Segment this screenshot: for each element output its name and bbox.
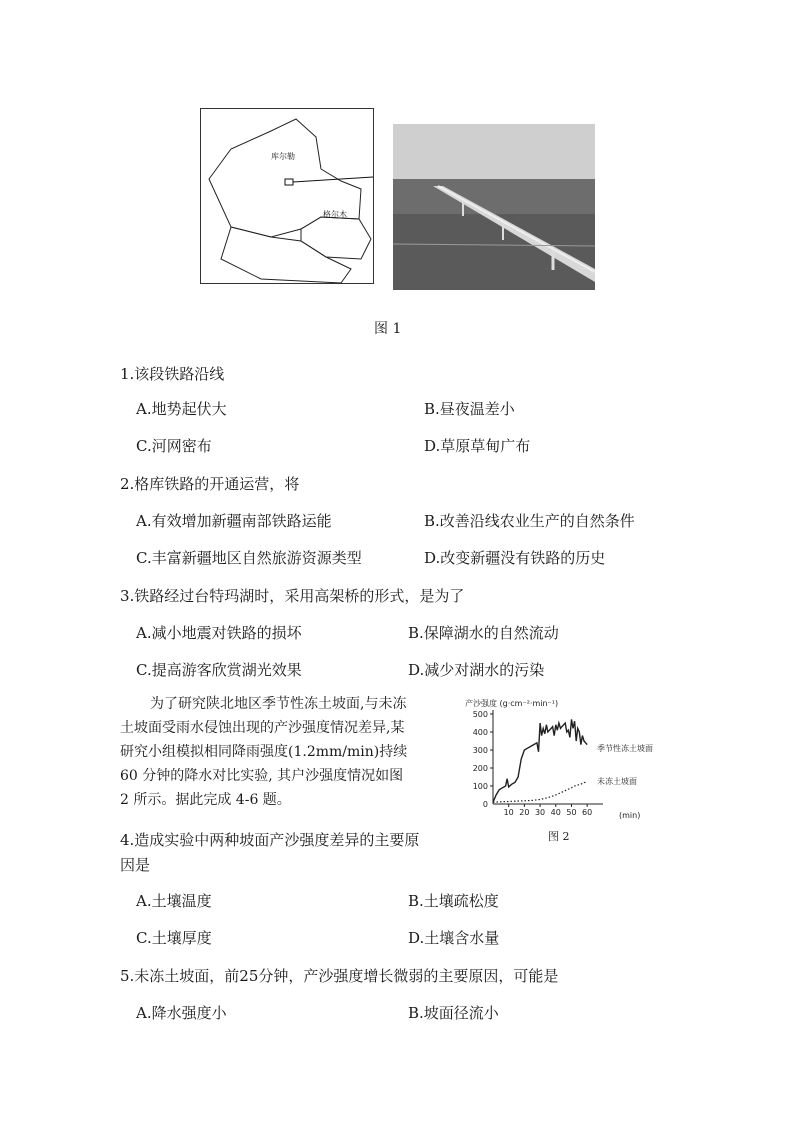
figure-2 [455,696,653,836]
y-tick-label: 200 [472,764,488,773]
y-tick-label: 400 [472,728,488,737]
y-tick-label: 100 [472,782,488,791]
q2-option-a[interactable]: A.有效增加新疆南部铁路运能 [136,512,332,530]
x-tick-label: 10 [503,808,514,817]
x-tick-label: 20 [519,808,530,817]
q4-option-a[interactable]: A.土壤温度 [136,892,212,910]
x-axis-label: (min) [619,811,641,820]
q1-option-b[interactable]: B.昼夜温差小 [424,400,515,418]
y-tick-label: 300 [472,746,488,755]
x-tick-label: 30 [534,808,546,817]
passage-line-4: 60 分钟的降水对比实验, 其户沙强度情况如图 [120,768,404,784]
legend-unfrozen: 未冻土坡面 [597,777,637,786]
x-tick-label: 40 [550,808,561,817]
q4-option-d[interactable]: D.土壤含水量 [408,929,500,947]
x-tick-label: 60 [582,808,593,817]
series-unfrozen-line [493,782,587,802]
y-tick-label: 500 [472,710,488,719]
sediment-yield-chart [455,696,653,836]
q5-option-b[interactable]: B.坡面径流小 [408,1004,499,1022]
y-tick-label: 0 [482,800,488,809]
question-2-stem: 2.格库铁路的开通运营，将 [120,475,300,493]
question-4-stem-line-2: 因是 [120,856,151,874]
q2-option-b[interactable]: B.改善沿线农业生产的自然条件 [424,512,635,530]
x-tick-label: 50 [566,808,577,817]
figure-1 [200,108,595,290]
q2-option-d[interactable]: D.改变新疆没有铁路的历史 [424,549,606,567]
passage-line-3: 研究小组模拟相同降雨强度(1.2mm/min)持续 [120,744,408,760]
map-frame [200,108,374,284]
passage-line-5: 2 所示。据此完成 4-6 题。 [120,792,291,808]
q1-option-a[interactable]: A.地势起伏大 [136,400,227,418]
passage [120,692,450,812]
railway-bridge-photo [393,124,595,290]
q5-option-a[interactable]: A.降水强度小 [136,1004,227,1022]
map-label-korla: 库尔勒 [271,152,295,161]
q3-option-c[interactable]: C.提高游客欣赏湖光效果 [136,661,302,679]
question-4-stem-line-1: 4.造成实验中两种坡面产沙强度差异的主要原 [120,831,420,849]
legend-frozen: 季节性冻土坡面 [597,744,653,753]
q4-option-b[interactable]: B.土壤疏松度 [408,892,499,910]
q3-option-a[interactable]: A.减小地震对铁路的损坏 [136,624,302,642]
xinjiang-qinghai-map [201,109,373,283]
figure-1-caption: 图 1 [374,321,402,337]
q1-option-c[interactable]: C.河网密布 [136,437,212,455]
map-label-golmud: 格尔木 [323,210,347,219]
y-axis-label: 产沙强度 (g·cm⁻²·min⁻¹) [465,699,559,708]
passage-line-2: 土坡面受雨水侵蚀出现的产沙强度情况差异,某 [120,720,405,736]
question-1-stem: 1.该段铁路沿线 [120,365,225,383]
q3-option-b[interactable]: B.保障湖水的自然流动 [408,624,559,642]
q4-option-c[interactable]: C.土壤厚度 [136,929,212,947]
q2-option-c[interactable]: C.丰富新疆地区自然旅游资源类型 [136,549,362,567]
question-3-stem: 3.铁路经过台特玛湖时，采用高架桥的形式，是为了 [120,587,465,605]
q1-option-d[interactable]: D.草原草甸广布 [424,437,531,455]
figure-2-caption: 图 2 [548,830,570,843]
q3-option-d[interactable]: D.减少对湖水的污染 [408,661,545,679]
passage-line-1: 为了研究陕北地区季节性冻土坡面,与未冻 [150,696,407,712]
question-5-stem: 5.未冻土坡面，前25分钟，产沙强度增长微弱的主要原因，可能是 [120,967,559,985]
series-frozen-line [493,719,587,802]
